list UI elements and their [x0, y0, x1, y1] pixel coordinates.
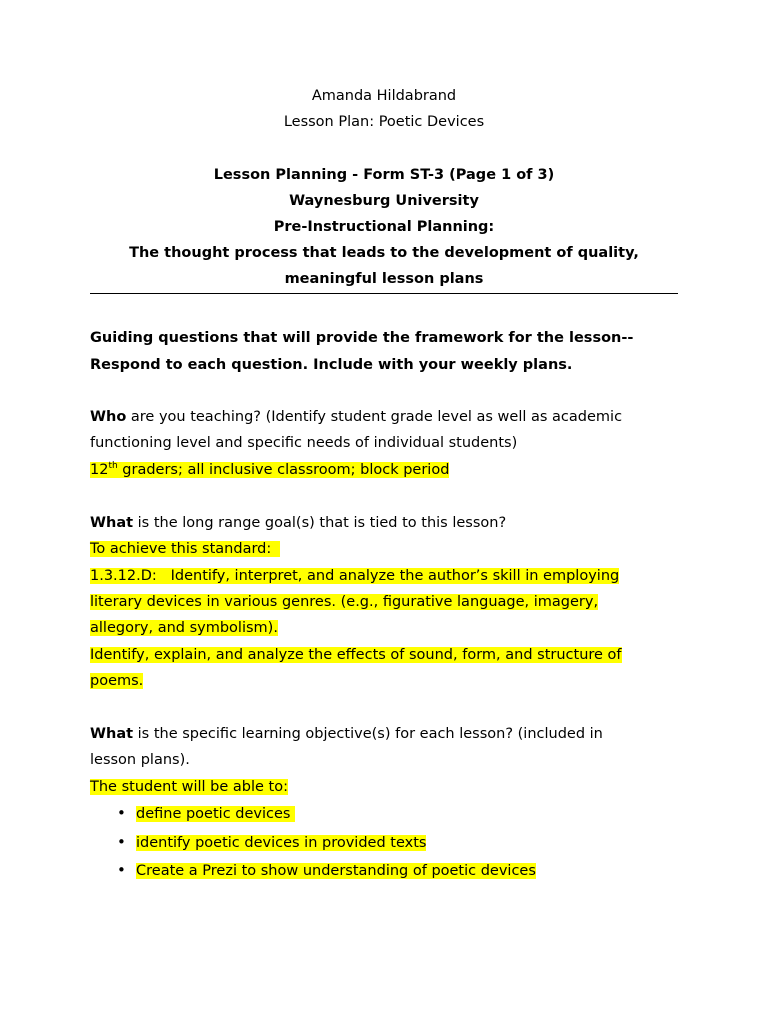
objective-question-line2: lesson plans). [90, 752, 190, 768]
who-answer-text: 12th graders; all inclusive classroom; block period [90, 461, 450, 478]
goal-answer-line: literary devices in various genres. (e.g., figurative language, imagery, [90, 594, 599, 610]
objective-question [90, 721, 690, 748]
document-subtitle: Lesson Plan: Poetic Devices [283, 114, 485, 130]
objective-list-item: Create a Prezi to show understanding of poetic devices [136, 863, 536, 879]
who-question [90, 404, 690, 431]
objective-keyword: What [90, 726, 134, 742]
planning-heading: Pre-Instructional Planning: [273, 219, 495, 235]
goal-answer-line: allegory, and symbolism). [90, 620, 278, 636]
goal-answer-line: poems. [90, 673, 144, 689]
planning-description-line2: meaningful lesson plans [284, 271, 484, 287]
goal-answer-line: To achieve this standard: [90, 541, 281, 557]
objective-question-text: is the specific learning objective(s) for each lesson? (included in [133, 726, 603, 742]
university-name: Waynesburg University [289, 193, 479, 209]
objective-list-item: identify poetic devices in provided texts [136, 835, 427, 851]
goal-answer-line: Identify, explain, and analyze the effects of sound, form, and structure of [90, 647, 622, 663]
form-title: Lesson Planning - Form ST-3 (Page 1 of 3) [213, 167, 555, 183]
bullet-icon: • [117, 861, 126, 879]
author-name: Amanda Hildabrand [311, 88, 457, 104]
objective-list-item: define poetic devices [136, 806, 296, 822]
who-keyword: Who [90, 409, 127, 425]
objective-intro: The student will be able to: [90, 779, 288, 795]
goal-question-text: is the long range goal(s) that is tied to this lesson? [133, 515, 507, 531]
who-answer [90, 457, 690, 484]
guiding-questions-line1: Guiding questions that will provide the framework for the lesson-- [90, 330, 634, 346]
horizontal-rule [90, 293, 678, 294]
goal-answer-line: 1.3.12.D: Identify, interpret, and analyze the author’s skill in employing [90, 568, 620, 584]
guiding-questions-line2: Respond to each question. Include with your weekly plans. [90, 357, 573, 373]
who-question-text: are you teaching? (Identify student grade level as well as academic [126, 409, 623, 425]
bullet-icon: • [117, 804, 126, 822]
who-question-line2: functioning level and specific needs of individual students) [90, 435, 518, 451]
bullet-icon: • [117, 833, 126, 851]
goal-keyword: What [90, 515, 134, 531]
goal-question [90, 510, 690, 537]
planning-description-line1: The thought process that leads to the development of quality, [129, 245, 639, 261]
